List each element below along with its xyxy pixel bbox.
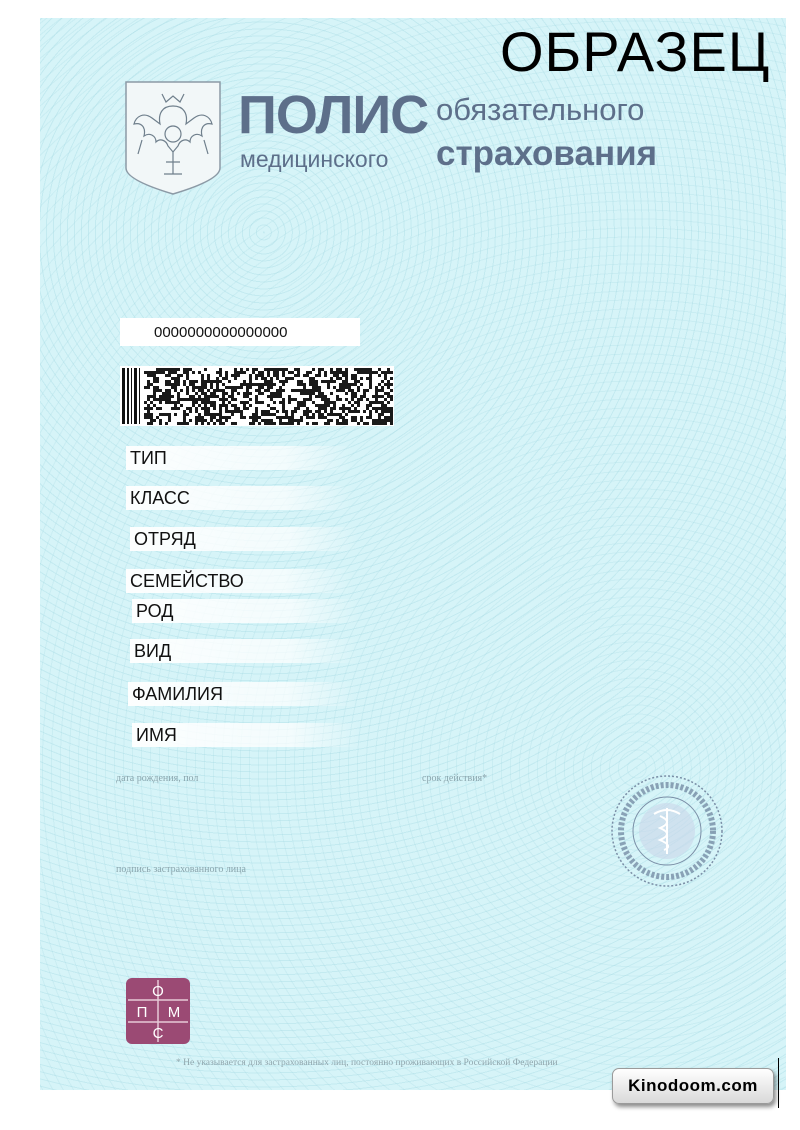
watermark-text: Kinodoom.com bbox=[628, 1076, 758, 1095]
policy-number: 0000000000000000 bbox=[154, 324, 288, 341]
barcode-icon bbox=[120, 366, 394, 426]
field-type: ТИП bbox=[126, 446, 354, 470]
field-name: ИМЯ bbox=[132, 723, 360, 747]
oms-letter-o: О bbox=[152, 983, 164, 1000]
field-order: ОТРЯД bbox=[130, 527, 358, 551]
field-species: ВИД bbox=[130, 639, 358, 663]
oms-letter-s: С bbox=[152, 1025, 164, 1042]
coat-of-arms-icon bbox=[122, 78, 224, 196]
seal-icon bbox=[608, 772, 726, 890]
field-genus: РОД bbox=[132, 599, 360, 623]
divider-line bbox=[778, 1058, 779, 1108]
watermark-badge bbox=[612, 1068, 774, 1104]
field-surname: ФАМИЛИЯ bbox=[128, 682, 356, 706]
field-family: СЕМЕЙСТВО bbox=[126, 569, 354, 593]
oms-badge-icon bbox=[126, 978, 190, 1044]
validity-label: срок действия* bbox=[422, 773, 488, 784]
signature-label: подпись застрахованного лица bbox=[116, 864, 246, 875]
title-polis: ПОЛИС bbox=[238, 85, 429, 145]
title-medical: медицинского bbox=[240, 146, 389, 172]
oms-letter-m: М bbox=[167, 1004, 181, 1021]
sample-stamp: ОБРАЗЕЦ bbox=[500, 20, 771, 83]
footnote: * Не указывается для застрахованных лиц, постоянно проживающих в Российской Федерации bbox=[176, 1058, 558, 1068]
title-obligatory: обязательного bbox=[436, 92, 645, 127]
birth-date-label: дата рождения, пол bbox=[116, 773, 199, 784]
title-insurance: страхования bbox=[436, 134, 658, 173]
field-class: КЛАСС bbox=[126, 486, 354, 510]
oms-letter-p: П bbox=[136, 1004, 148, 1021]
